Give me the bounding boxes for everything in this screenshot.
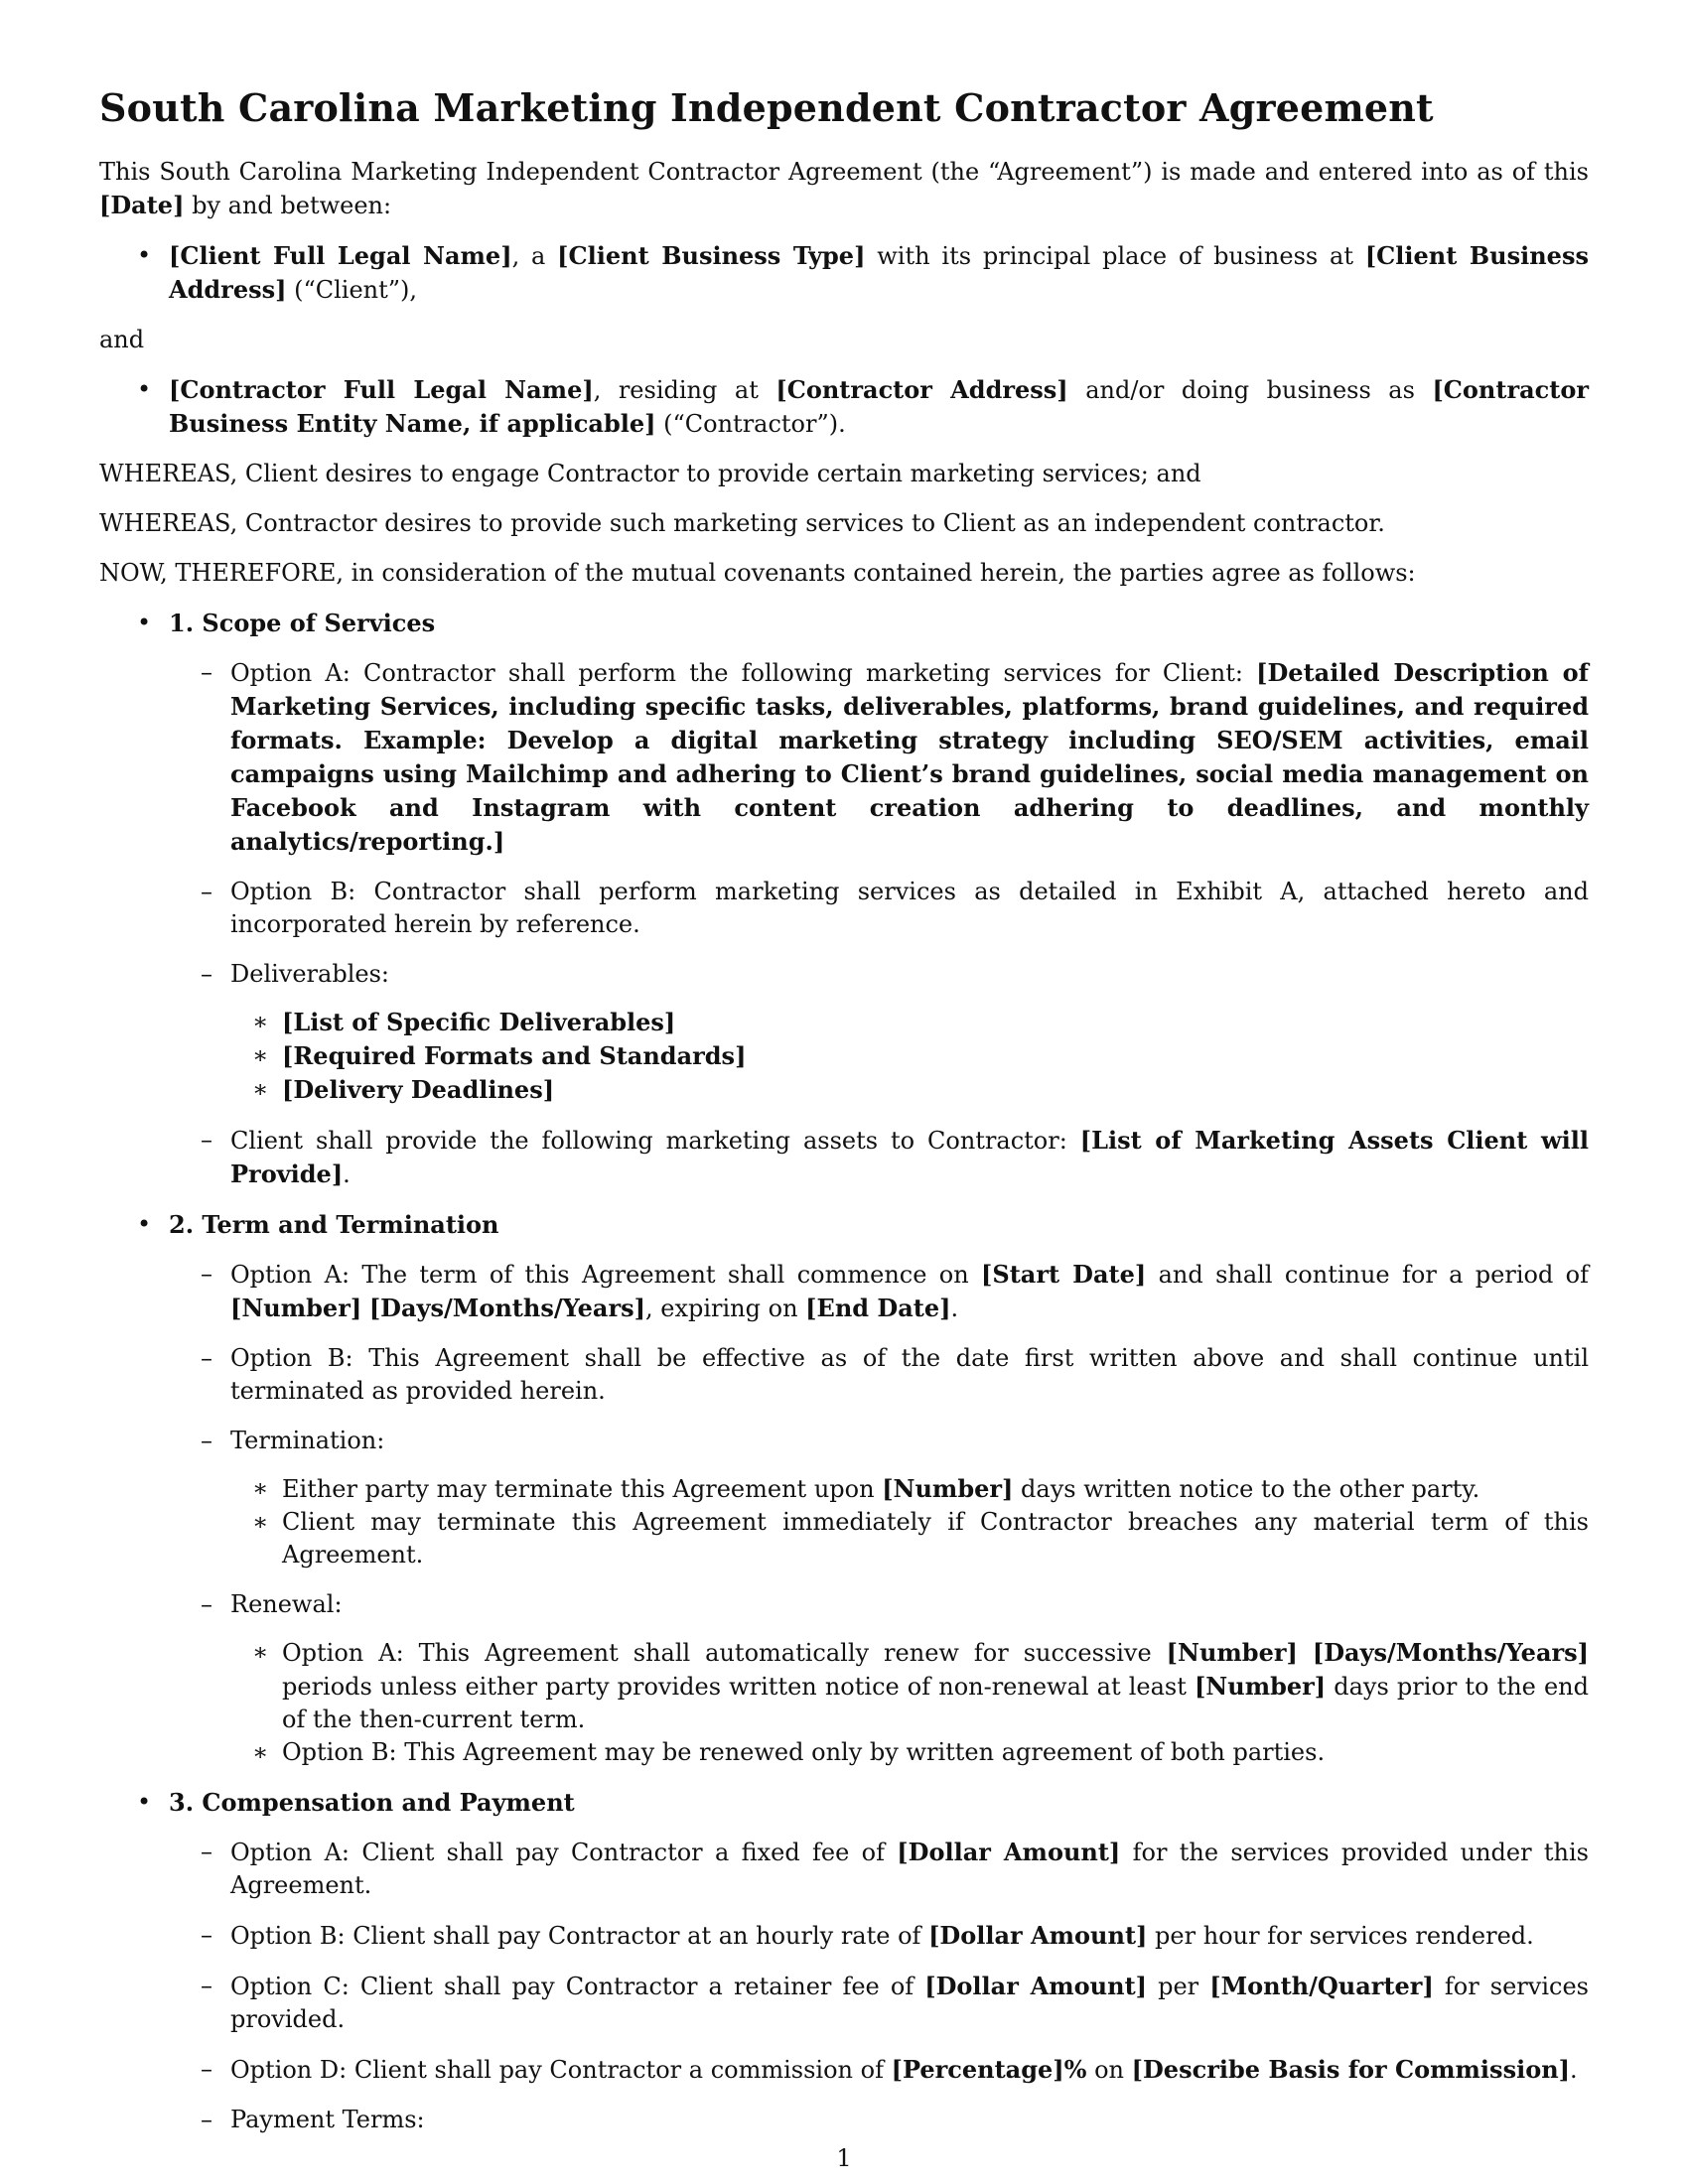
percentage-placeholder: [Percentage]% <box>891 2055 1087 2084</box>
s3-payment-terms: – Payment Terms: <box>169 2104 1589 2136</box>
ren-a-text-3: days prior to the end of the then-current term. <box>282 1673 1589 1733</box>
s3-c-text-3: for services provided. <box>230 1973 1589 2033</box>
document-page <box>99 85 1589 2153</box>
s1-option-b: – Option B: Contractor shall perform marketing services as detailed in Exhibit A, attached hereto and incorporated herein by reference. <box>169 876 1589 941</box>
client-text-3: (“Client”), <box>294 276 418 304</box>
s3-option-d <box>169 2053 1589 2087</box>
client-address-placeholder: [Client Business Address] <box>169 241 1589 304</box>
termination-label: Termination: <box>230 1427 385 1454</box>
dollar-amount-placeholder: [Dollar Amount] <box>897 1838 1121 1866</box>
s3-c-text-1: Option C: Client shall pay Contractor a retainer fee of <box>230 1973 914 2000</box>
deliverable-placeholder: [Delivery Deadlines] <box>282 1075 555 1104</box>
s3-d-text-1: Option D: Client shall pay Contractor a commission of <box>230 2056 884 2084</box>
s3-c-text-2: per <box>1158 1973 1199 2000</box>
s3-option-b <box>169 1919 1589 1953</box>
deliverable-item <box>230 1006 1589 1039</box>
client-name-placeholder: [Client Full Legal Name] <box>169 241 512 270</box>
client-party-list <box>99 239 1589 307</box>
dollar-amount-placeholder: [Dollar Amount] <box>928 1921 1148 1950</box>
s3-option-a <box>169 1836 1589 1902</box>
client-party <box>99 239 1589 307</box>
contractor-address-placeholder: [Contractor Address] <box>775 375 1068 404</box>
s2-option-a <box>169 1258 1589 1325</box>
sections-list <box>99 607 1589 2136</box>
s2-a-text-4: . <box>950 1295 959 1322</box>
section-1 <box>99 607 1589 1191</box>
document-title: South Carolina Marketing Independent Contractor Agreement <box>99 85 1434 130</box>
termination-item <box>230 1472 1589 1506</box>
contractor-party-list <box>99 373 1589 441</box>
intro-tail: by and between: <box>192 192 392 219</box>
renewal-item <box>230 1636 1589 1736</box>
commission-basis-placeholder: [Describe Basis for Commission] <box>1131 2055 1571 2084</box>
section-2 <box>99 1208 1589 1769</box>
intro-text: This South Carolina Marketing Independent Contractor Agreement (the “Agreement”) is made and entered into as of this <box>99 158 1589 186</box>
ren-a-period-placeholder: [Days/Months/Years] <box>1312 1638 1589 1667</box>
s3-b-text-1: Option B: Client shall pay Contractor at an hourly rate of <box>230 1922 921 1950</box>
contractor-entity-placeholder: [Contractor Business Entity Name, if applicable] <box>169 375 1589 438</box>
contractor-text-3: (“Contractor”). <box>663 410 846 438</box>
renewal-item: ∗ Option B: This Agreement may be renewed only by written agreement of both parties. <box>230 1736 1589 1769</box>
contractor-name-placeholder: [Contractor Full Legal Name] <box>169 375 594 404</box>
assets-end: . <box>343 1160 351 1188</box>
section-3-items <box>169 1836 1589 2136</box>
s1-deliverables <box>169 958 1589 1107</box>
s3-a-text-2: for the services provided under this Agreement. <box>230 1839 1589 1899</box>
s2-a-text-2: and shall continue for a period of <box>1158 1261 1589 1289</box>
s3-d-text-2: on <box>1094 2056 1124 2084</box>
dollar-amount-placeholder: [Dollar Amount] <box>924 1972 1148 2000</box>
ren-a-number2-placeholder: [Number] <box>1194 1672 1327 1701</box>
termination-list <box>230 1472 1589 1571</box>
s2-a-text-3: , expiring on <box>644 1295 798 1322</box>
renewal-list <box>230 1636 1589 1769</box>
deliverables-label: Deliverables: <box>230 960 389 988</box>
assets-text: Client shall provide the following marketing assets to Contractor: <box>230 1127 1067 1155</box>
whereas-2: WHEREAS, Contractor desires to provide such marketing services to Client as an independent contractor. <box>99 509 1385 537</box>
deliverable-item <box>230 1039 1589 1073</box>
deliverable-placeholder: [Required Formats and Standards] <box>282 1041 747 1070</box>
number-placeholder: [Number] <box>230 1294 362 1322</box>
contractor-party <box>99 373 1589 441</box>
deliverable-placeholder: [List of Specific Deliverables] <box>282 1008 676 1036</box>
date-placeholder: [Date] <box>99 191 185 219</box>
s2-a-text-1: Option A: The term of this Agreement shall commence on <box>230 1261 969 1289</box>
start-date-placeholder: [Start Date] <box>981 1260 1147 1289</box>
s1-option-a-text: Option A: Contractor shall perform the following marketing services for Client: <box>230 659 1243 687</box>
s1-assets <box>169 1124 1589 1191</box>
document-body <box>99 156 1589 2136</box>
s3-d-text-3: . <box>1570 2056 1578 2084</box>
whereas-1: WHEREAS, Client desires to engage Contractor to provide certain marketing services; and <box>99 460 1201 487</box>
section-3 <box>99 1786 1589 2136</box>
month-quarter-placeholder: [Month/Quarter] <box>1209 1972 1434 2000</box>
assets-placeholder: [List of Marketing Assets Client will Provide] <box>230 1126 1589 1188</box>
client-text-1: , a <box>511 242 546 270</box>
intro-paragraph <box>99 156 1589 222</box>
deliverable-item <box>230 1073 1589 1107</box>
ren-a-text-2: periods unless either party provides written notice of non-renewal at least <box>282 1673 1187 1701</box>
and-text: and <box>99 326 145 353</box>
section-1-items <box>169 656 1589 1191</box>
s3-option-c <box>169 1970 1589 2036</box>
ren-a-text-1: Option A: This Agreement shall automatically renew for successive <box>282 1639 1152 1667</box>
client-text-2: with its principal place of business at <box>877 242 1353 270</box>
end-date-placeholder: [End Date] <box>805 1294 951 1322</box>
section-2-heading: 2. Term and Termination <box>169 1210 499 1239</box>
s3-b-text-2: per hour for services rendered. <box>1155 1922 1534 1950</box>
client-type-placeholder: [Client Business Type] <box>557 241 866 270</box>
s2-option-b: – Option B: This Agreement shall be effective as of the date first written above and shall continue until terminated as provided herein. <box>169 1342 1589 1408</box>
deliverables-list <box>230 1006 1589 1107</box>
contractor-text-2: and/or doing business as <box>1085 376 1415 404</box>
page-number: 1 <box>836 2144 852 2172</box>
s1-option-a-placeholder: [Detailed Description of Marketing Services, including specific tasks, deliverables, platforms, brand guidelines, and required formats. Example: Develop a digital marketing strategy including SEO/SEM activities, email campaigns using Mailchimp and adhering to Client’s brand guidelines, social media management on Facebook and Instagram with content creation adhering to deadlines, and monthly analytics/reporting.] <box>230 658 1589 856</box>
s1-option-a <box>169 656 1589 859</box>
ren-a-number-placeholder: [Number] <box>1166 1638 1298 1667</box>
term1-text-2: days written notice to the other party. <box>1021 1475 1480 1503</box>
section-1-heading: 1. Scope of Services <box>169 609 436 637</box>
section-2-items <box>169 1258 1589 1769</box>
section-3-heading: 3. Compensation and Payment <box>169 1788 575 1817</box>
now-therefore: NOW, THEREFORE, in consideration of the mutual covenants contained herein, the parties agree as follows: <box>99 559 1416 587</box>
contractor-text-1: , residing at <box>593 376 759 404</box>
s2-renewal <box>169 1588 1589 1769</box>
s3-a-text-1: Option A: Client shall pay Contractor a fixed fee of <box>230 1839 885 1866</box>
period-placeholder: [Days/Months/Years] <box>368 1294 645 1322</box>
term1-text-1: Either party may terminate this Agreement upon <box>282 1475 875 1503</box>
termination-item: ∗ Client may terminate this Agreement immediately if Contractor breaches any material term of this Agreement. <box>230 1506 1589 1571</box>
s2-termination <box>169 1425 1589 1571</box>
term1-number-placeholder: [Number] <box>882 1474 1014 1503</box>
renewal-label: Renewal: <box>230 1590 343 1618</box>
